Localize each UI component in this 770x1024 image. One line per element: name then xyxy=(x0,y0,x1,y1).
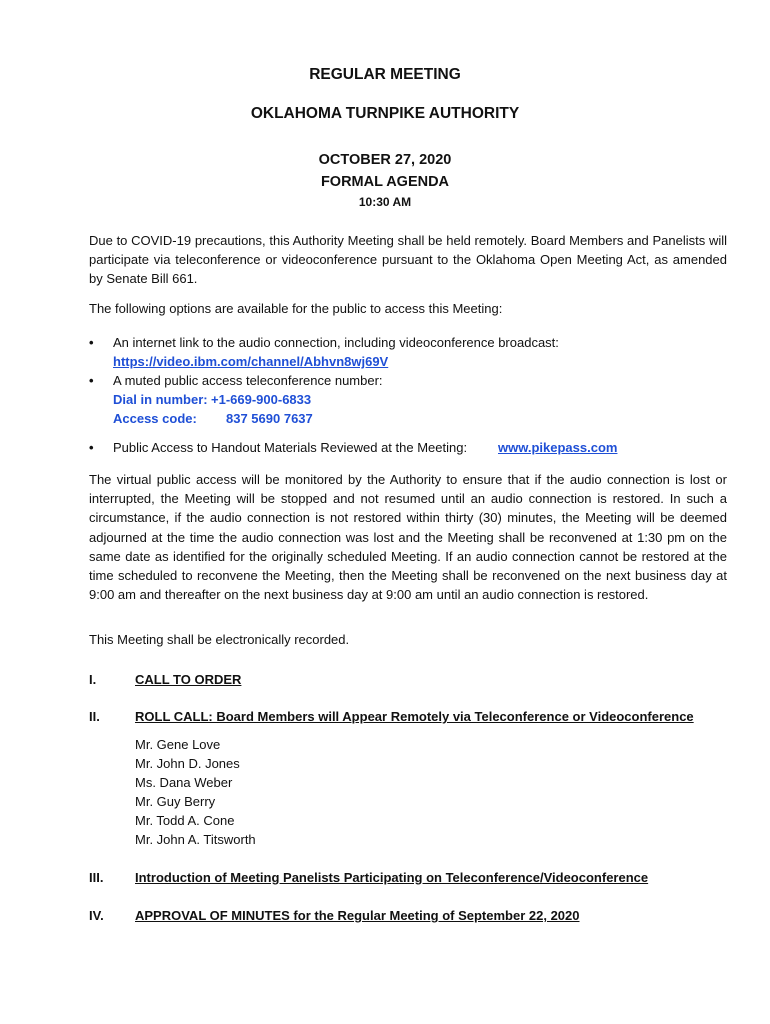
agenda-item-number: III. xyxy=(89,870,104,885)
board-member: Mr. Todd A. Cone xyxy=(135,813,235,829)
board-member: Mr. Gene Love xyxy=(135,737,221,752)
agenda-item-title: ROLL CALL: Board Members will Appear Remotely via Teleconference or Videoconference xyxy=(135,709,694,724)
option-internet xyxy=(89,333,729,373)
video-link[interactable]: https://video.ibm.com/channel/Abhvn8wj69V xyxy=(113,354,389,369)
dial-in-number: +1-669-900-6833 xyxy=(211,392,312,407)
meeting-type-heading: REGULAR MEETING xyxy=(309,66,461,83)
monitoring-paragraph: The virtual public access will be monitored by the Authority to ensure that if the audio connection is lost or interrupted, the Meeting will be stopped and not resumed until an audio connection is restored. In such a circumstance, if the audio connection is not restored within thirty (30) minutes, the Meeting will be deemed adjourned at the time the audio connection was lost and the Meeting shall be reconvened at 1:30 pm on the same date as identified for the originally scheduled Meeting. If an audio connection cannot be restored at the time scheduled to reconvene the Meeting, then the Meeting shall be reconvened on the next business day at 9:00 am and thereafter on the next business day at 9:00 am until an audio connection is restored. xyxy=(89,472,727,603)
covid-paragraph: Due to COVID-19 precautions, this Authority Meeting shall be held remotely. Board Members and Panelists will participate via teleconference or videoconference pursuant to the Oklahoma Open Meeting Act, as amended by Senate Bill 661. xyxy=(89,233,727,287)
access-code-value: 837 5690 7637 xyxy=(226,411,313,426)
dial-in-label: Dial in number: xyxy=(113,392,208,407)
recording-notice: This Meeting shall be electronically recorded. xyxy=(89,632,350,647)
board-member: Mr. John A. Titsworth xyxy=(135,832,256,848)
agenda-item-number: IV. xyxy=(89,908,104,923)
bullet-icon: • xyxy=(89,335,94,350)
meeting-date: OCTOBER 27, 2020 xyxy=(318,152,452,168)
option-handout xyxy=(89,438,729,458)
agenda-item-title: CALL TO ORDER xyxy=(135,672,242,687)
meeting-time: 10:30 AM xyxy=(358,195,412,209)
options-intro: The following options are available for the public to access this Meeting: xyxy=(89,301,503,316)
pikepass-link[interactable]: www.pikepass.com xyxy=(498,440,618,455)
bullet-icon: • xyxy=(89,440,94,455)
option-teleconference xyxy=(89,371,729,431)
board-member: Ms. Dana Weber xyxy=(135,775,233,791)
agenda-item-title: Introduction of Meeting Panelists Participating on Teleconference/Videoconference xyxy=(135,870,649,885)
board-member: Mr. John D. Jones xyxy=(135,756,240,772)
option-internet-text: An internet link to the audio connection, including videoconference broadcast: xyxy=(113,335,559,350)
agenda-type: FORMAL AGENDA xyxy=(320,174,450,190)
agenda-item-number: II. xyxy=(89,709,100,724)
agenda-item-title: APPROVAL OF MINUTES for the Regular Meeting of September 22, 2020 xyxy=(135,908,580,923)
board-member-list xyxy=(135,735,256,850)
board-member: Mr. Guy Berry xyxy=(135,794,216,810)
bullet-icon: • xyxy=(89,373,94,388)
access-code-label: Access code: xyxy=(113,411,197,426)
option-teleconference-text: A muted public access teleconference number: xyxy=(113,373,383,388)
agenda-item-number: I. xyxy=(89,672,97,687)
option-handout-text: Public Access to Handout Materials Reviewed at the Meeting: xyxy=(113,440,468,455)
organization-heading: OKLAHOMA TURNPIKE AUTHORITY xyxy=(250,105,520,122)
